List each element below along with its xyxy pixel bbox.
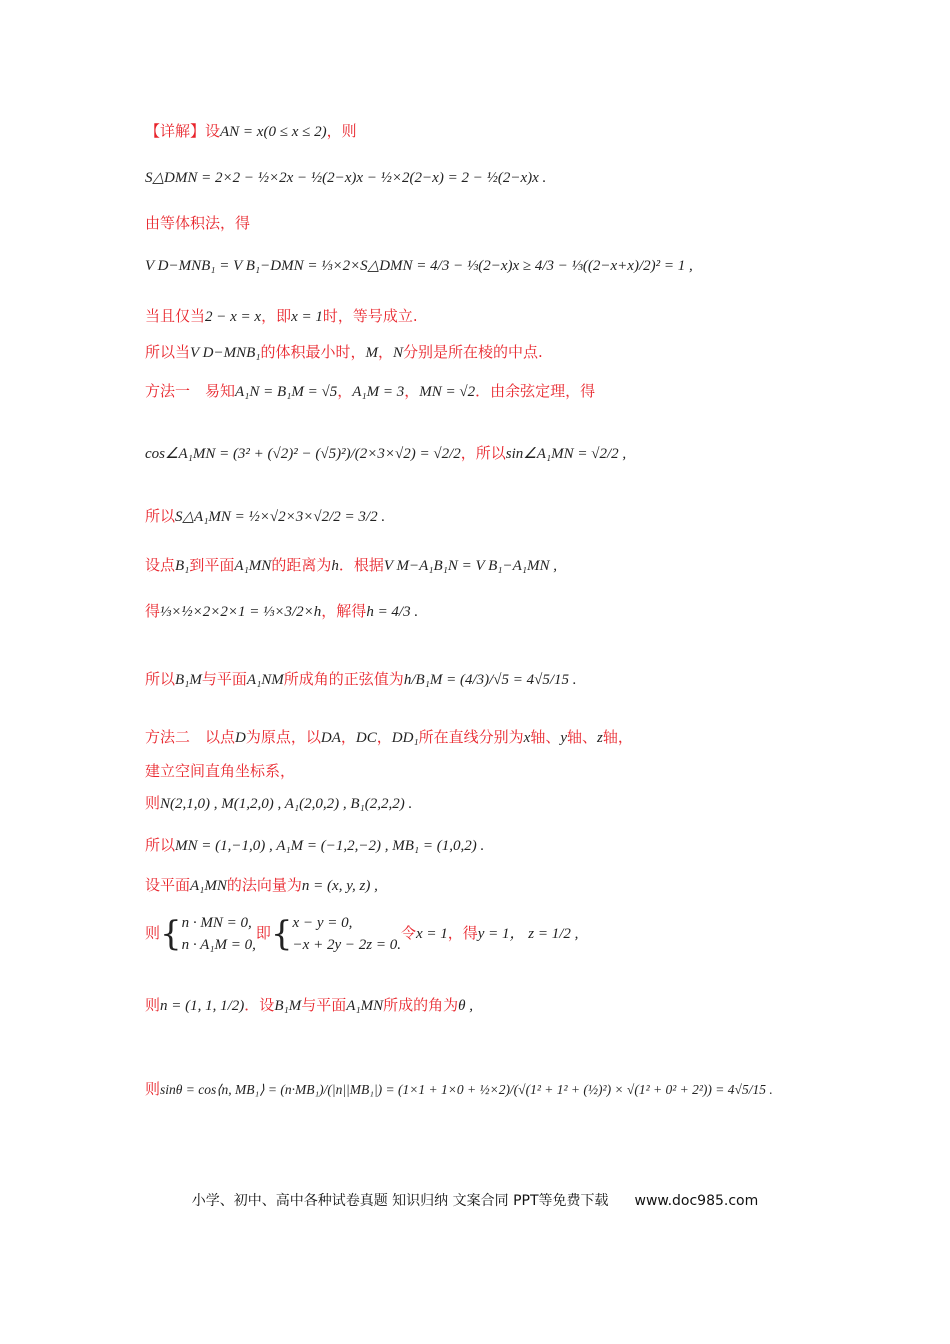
text: ， bbox=[376, 728, 392, 746]
line-13 bbox=[145, 726, 633, 747]
math: V M−A₁B₁N = V B₁−A₁MN , bbox=[383, 558, 558, 574]
math: y bbox=[560, 730, 568, 746]
line-1 bbox=[145, 120, 357, 141]
line-8 bbox=[145, 442, 626, 463]
line-4 bbox=[145, 256, 693, 275]
detail-label: 【详解】设 bbox=[145, 122, 221, 140]
cosine-formula: cos∠A₁MN = (3² + (√2)² − (√5)²)/(2×3×√2) = √2/2 bbox=[145, 446, 461, 462]
text: 当且仅当 bbox=[145, 307, 206, 325]
math: AN = x(0 ≤ x ≤ 2) bbox=[220, 124, 327, 140]
math: S△A₁MN = ½×√2×3×√2/2 = 3/2 . bbox=[175, 509, 386, 525]
text: 的距离为 bbox=[271, 556, 332, 574]
text: ， bbox=[404, 382, 420, 400]
text: ， bbox=[340, 728, 356, 746]
system-2 bbox=[293, 912, 401, 956]
line-5 bbox=[145, 305, 418, 326]
math: DA bbox=[320, 730, 341, 746]
text: 所以当 bbox=[145, 343, 191, 361]
line-14 bbox=[145, 760, 295, 781]
footer-site-link[interactable]: www.doc985.com bbox=[634, 1193, 759, 1209]
math: D bbox=[235, 730, 246, 746]
math: A₁MN bbox=[234, 558, 272, 574]
math: y = 1 bbox=[477, 926, 510, 942]
sine-formula: sin∠A₁MN = √2/2 , bbox=[505, 446, 627, 462]
math: A₁MN bbox=[346, 998, 384, 1014]
text: 由等体积法，得 bbox=[145, 214, 251, 232]
math: n = (x, y, z) , bbox=[301, 878, 378, 894]
equation: n · A₁M = 0, bbox=[181, 937, 256, 953]
footer-text: 小学、初中、高中各种试卷真题 知识归纳 文案合同 PPT等免费下载 bbox=[191, 1193, 609, 1209]
text: ， bbox=[337, 382, 353, 400]
text: ，解得 bbox=[321, 602, 367, 620]
math: ⅓×½×2×2×1 = ⅓×3/2×h bbox=[160, 604, 322, 620]
equation: −x + 2y − 2z = 0. bbox=[292, 937, 401, 953]
text: 轴、 bbox=[567, 728, 598, 746]
coordinates: N(2,1,0) , M(1,2,0) , A₁(2,0,2) , B₁(2,2,2) . bbox=[160, 796, 413, 812]
vectors: MN = (1,−1,0) , A₁M = (−1,2,−2) , MB₁ = (1,0,2) . bbox=[175, 838, 485, 854]
text: 所以 bbox=[145, 507, 176, 525]
system-1 bbox=[182, 912, 256, 956]
text: 的法向量为 bbox=[226, 876, 302, 894]
line-10 bbox=[145, 554, 557, 575]
equation: n · MN = 0, bbox=[181, 915, 252, 931]
text: ， bbox=[378, 343, 394, 361]
text: 则 bbox=[145, 996, 161, 1014]
left-brace-icon: { bbox=[270, 914, 293, 954]
text: 则 bbox=[145, 1080, 161, 1098]
line-3 bbox=[145, 212, 250, 233]
math: N bbox=[393, 345, 404, 361]
text: 所在直线分别为 bbox=[418, 728, 524, 746]
text: ．根据 bbox=[338, 556, 384, 574]
math: x = 1 bbox=[291, 309, 323, 325]
math: n = (1, 1, 1/2) bbox=[160, 998, 245, 1014]
math: V D−MNB₁ bbox=[190, 345, 261, 361]
text: 令 bbox=[400, 924, 416, 942]
math: ， z = 1/2 , bbox=[509, 926, 579, 942]
line-2 bbox=[145, 168, 546, 187]
line-18 bbox=[145, 912, 578, 956]
text: 为原点，以 bbox=[245, 728, 321, 746]
text: 所以 bbox=[145, 670, 176, 688]
volume-formula: V D−MNB₁ = V B₁−DMN = ⅓×2×S△DMN = 4/3 − ⅓(2−x)x ≥ 4/3 − ⅓((2−x+x)/2)² = 1 , bbox=[145, 258, 693, 274]
text: ，所以 bbox=[460, 444, 506, 462]
math: A₁M = 3 bbox=[352, 384, 405, 400]
text: 到平面 bbox=[189, 556, 235, 574]
math: DD₁ bbox=[391, 730, 419, 746]
text: ，即 bbox=[261, 307, 292, 325]
text: ，得 bbox=[447, 924, 478, 942]
line-20 bbox=[145, 1078, 773, 1099]
math: x = 1 bbox=[415, 926, 448, 942]
final-formula: sinθ = cos⟨n, MB₁⟩ = (n·MB₁)/(|n||MB₁|) = (1×1 + 1×0 + ½×2)/(√(1² + 1² + (½)²) × √(1² + 0² + 2²)) = 4√5/15 . bbox=[160, 1082, 773, 1097]
math: z bbox=[597, 730, 603, 746]
math: B₁M bbox=[175, 672, 202, 688]
math: DC bbox=[355, 730, 377, 746]
line-12 bbox=[145, 668, 577, 689]
math: h bbox=[331, 558, 339, 574]
line-11 bbox=[145, 600, 418, 621]
math: h = 4/3 . bbox=[366, 604, 419, 620]
text: 分别是所在棱的中点. bbox=[403, 343, 543, 361]
text: 所成角的正弦值为 bbox=[283, 670, 404, 688]
method-one-label: 方法一 易知 bbox=[145, 382, 236, 400]
text: ．设 bbox=[244, 996, 275, 1014]
area-formula: S△DMN = 2×2 − ½×2x − ½(2−x)x − ½×2(2−x) = 2 − ½(2−x)x . bbox=[145, 170, 547, 186]
math: x bbox=[523, 730, 531, 746]
text: 得 bbox=[145, 602, 161, 620]
math: θ , bbox=[458, 998, 473, 1014]
text: 与平面 bbox=[201, 670, 247, 688]
text: 与平面 bbox=[301, 996, 347, 1014]
math: 2 − x = x bbox=[205, 309, 262, 325]
math: B₁ bbox=[175, 558, 190, 574]
line-19 bbox=[145, 994, 473, 1015]
math: B₁M bbox=[274, 998, 302, 1014]
text: 则 bbox=[145, 794, 161, 812]
text: 设点 bbox=[145, 556, 176, 574]
text: 时，等号成立. bbox=[322, 307, 418, 325]
math: A₁MN bbox=[190, 878, 227, 894]
line-15 bbox=[145, 792, 412, 813]
math: M bbox=[365, 345, 379, 361]
math: MN = √2 bbox=[419, 384, 476, 400]
text: 建立空间直角坐标系， bbox=[145, 762, 296, 780]
line-16 bbox=[145, 834, 484, 855]
text: 轴、 bbox=[530, 728, 561, 746]
text: ．由余弦定理，得 bbox=[475, 382, 596, 400]
text: 所以 bbox=[145, 836, 176, 854]
math: A₁NM bbox=[246, 672, 284, 688]
line-9 bbox=[145, 505, 385, 526]
line-6 bbox=[145, 341, 543, 362]
line-7 bbox=[145, 380, 595, 401]
equation: x − y = 0, bbox=[292, 915, 353, 931]
text: 即 bbox=[255, 924, 271, 942]
left-brace-icon: { bbox=[160, 914, 182, 954]
line-17 bbox=[145, 874, 378, 895]
text: 的体积最小时， bbox=[260, 343, 366, 361]
text: ，则 bbox=[326, 122, 357, 140]
math: A₁N = B₁M = √5 bbox=[235, 384, 338, 400]
page-footer bbox=[0, 1190, 950, 1210]
math: h/B₁M = (4/3)/√5 = 4√5/15 . bbox=[403, 672, 577, 688]
text: 所成的角为 bbox=[383, 996, 459, 1014]
text: 设平面 bbox=[145, 876, 191, 894]
text: 则 bbox=[145, 924, 161, 942]
text: 轴， bbox=[602, 728, 633, 746]
method-two-label: 方法二 以点 bbox=[145, 728, 236, 746]
